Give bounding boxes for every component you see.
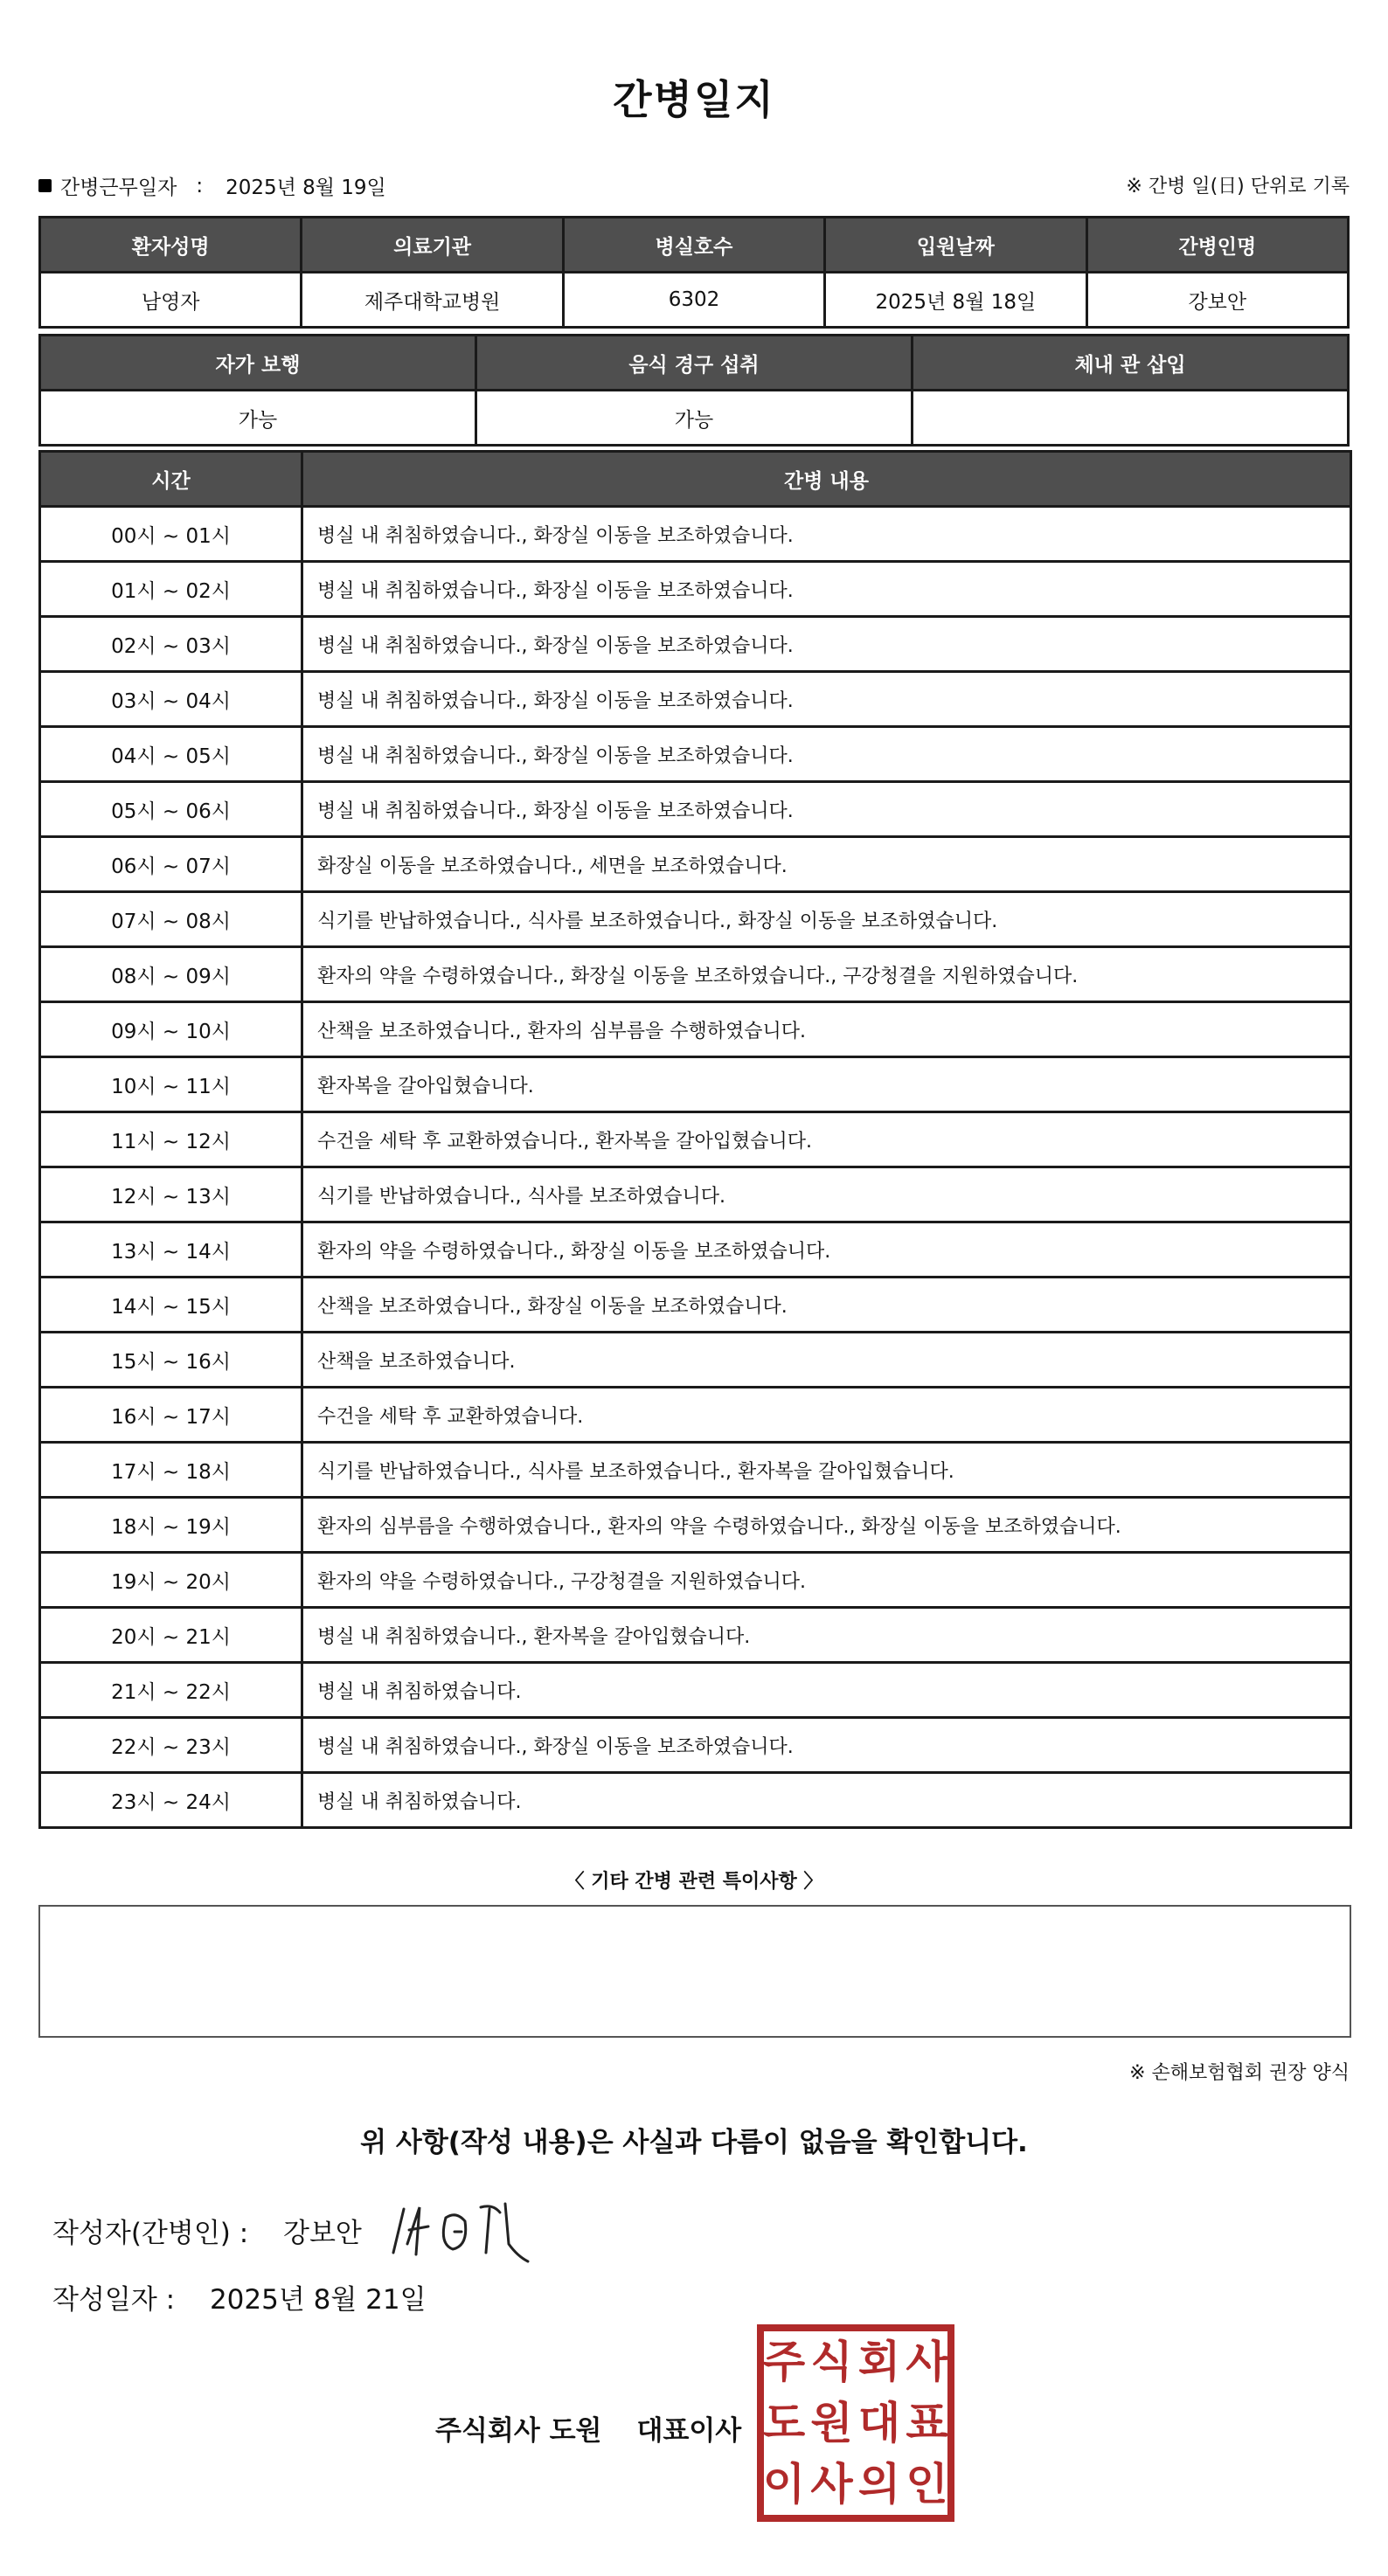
room-number: 6302 xyxy=(563,273,824,328)
status-table xyxy=(38,334,1350,447)
log-content: 식기를 반납하였습니다., 식사를 보조하였습니다., 화장실 이동을 보조하였습니다. xyxy=(302,892,1351,947)
seal-character: 회 xyxy=(857,2337,901,2387)
work-date-line xyxy=(38,171,386,200)
log-time: 03시 ~ 04시 xyxy=(40,672,302,727)
header-time: 시간 xyxy=(40,452,302,507)
seal-character: 도 xyxy=(762,2398,806,2448)
hospital-name: 제주대학교병원 xyxy=(302,273,563,328)
log-content: 식기를 반납하였습니다., 식사를 보조하였습니다. xyxy=(302,1167,1351,1222)
log-row xyxy=(40,727,1351,782)
log-content: 식기를 반납하였습니다., 식사를 보조하였습니다., 환자복을 갈아입혔습니다. xyxy=(302,1443,1351,1498)
log-time: 10시 ~ 11시 xyxy=(40,1057,302,1112)
log-row xyxy=(40,1222,1351,1278)
log-time: 20시 ~ 21시 xyxy=(40,1608,302,1663)
log-content: 산책을 보조하였습니다., 환자의 심부름을 수행하였습니다. xyxy=(302,1002,1351,1057)
log-content: 병실 내 취침하였습니다., 환자복을 갈아입혔습니다. xyxy=(302,1608,1351,1663)
log-content: 병실 내 취침하였습니다., 화장실 이동을 보조하였습니다. xyxy=(302,507,1351,562)
log-row xyxy=(40,1388,1351,1443)
header-hospital: 의료기관 xyxy=(302,218,563,273)
log-time: 01시 ~ 02시 xyxy=(40,562,302,617)
patient-info-table xyxy=(38,216,1350,329)
special-notes-box xyxy=(38,1905,1351,2038)
log-content: 산책을 보조하였습니다., 화장실 이동을 보조하였습니다. xyxy=(302,1278,1351,1333)
log-row xyxy=(40,1112,1351,1167)
log-time: 15시 ~ 16시 xyxy=(40,1333,302,1388)
log-content: 병실 내 취침하였습니다. xyxy=(302,1663,1351,1718)
seal-character: 의 xyxy=(857,2459,901,2510)
seal-character: 주 xyxy=(762,2337,806,2387)
log-row xyxy=(40,1718,1351,1773)
log-row xyxy=(40,1553,1351,1608)
log-content: 수건을 세탁 후 교환하였습니다., 환자복을 갈아입혔습니다. xyxy=(302,1112,1351,1167)
square-bullet-icon xyxy=(38,179,52,192)
seal-character: 사 xyxy=(810,2459,853,2510)
log-time: 11시 ~ 12시 xyxy=(40,1112,302,1167)
log-time: 18시 ~ 19시 xyxy=(40,1498,302,1553)
record-note: ※ 간병 일(日) 단위로 기록 xyxy=(1126,176,1350,197)
company-line xyxy=(435,2408,741,2448)
log-time: 22시 ~ 23시 xyxy=(40,1718,302,1773)
seal-character: 원 xyxy=(810,2398,853,2448)
seal-character: 식 xyxy=(810,2337,853,2387)
log-content: 병실 내 취침하였습니다., 화장실 이동을 보조하였습니다. xyxy=(302,782,1351,837)
form-note: ※ 손해보험협회 권장 양식 xyxy=(1129,2062,1350,2084)
log-row xyxy=(40,562,1351,617)
log-time: 08시 ~ 09시 xyxy=(40,947,302,1002)
log-time: 05시 ~ 06시 xyxy=(40,782,302,837)
log-row xyxy=(40,837,1351,892)
log-time: 00시 ~ 01시 xyxy=(40,507,302,562)
log-time: 14시 ~ 15시 xyxy=(40,1278,302,1333)
log-time: 04시 ~ 05시 xyxy=(40,727,302,782)
log-content: 병실 내 취침하였습니다., 화장실 이동을 보조하였습니다. xyxy=(302,672,1351,727)
log-content: 병실 내 취침하였습니다., 화장실 이동을 보조하였습니다. xyxy=(302,617,1351,672)
page-title: 간병일지 xyxy=(613,76,775,123)
log-time: 16시 ~ 17시 xyxy=(40,1388,302,1443)
confirmation-statement: 위 사항(작성 내용)은 사실과 다름이 없음을 확인합니다. xyxy=(360,2127,1028,2158)
header-admission-date: 입원날짜 xyxy=(825,218,1086,273)
written-date-value: 2025년 8월 21일 xyxy=(209,2284,427,2316)
seal-character: 인 xyxy=(906,2459,948,2510)
seal-character: 이 xyxy=(762,2459,806,2510)
writer-name: 강보안 xyxy=(283,2218,362,2249)
caregiver-name: 강보안 xyxy=(1086,273,1348,328)
company-title: 대표이사 xyxy=(636,2415,742,2447)
header-room: 병실호수 xyxy=(563,218,824,273)
writer-label: 작성자(간병인) : xyxy=(52,2218,249,2249)
log-content: 환자의 약을 수령하였습니다., 구강청결을 지원하였습니다. xyxy=(302,1553,1351,1608)
log-row xyxy=(40,1057,1351,1112)
work-date-separator: : xyxy=(196,174,204,197)
log-content: 병실 내 취침하였습니다., 화장실 이동을 보조하였습니다. xyxy=(302,562,1351,617)
log-row xyxy=(40,672,1351,727)
log-time: 02시 ~ 03시 xyxy=(40,617,302,672)
log-row xyxy=(40,1608,1351,1663)
log-time: 09시 ~ 10시 xyxy=(40,1002,302,1057)
seal-character: 표 xyxy=(906,2398,948,2448)
company-seal-stamp xyxy=(757,2324,954,2522)
log-row xyxy=(40,1167,1351,1222)
log-row xyxy=(40,782,1351,837)
log-row xyxy=(40,1002,1351,1057)
log-content: 환자의 약을 수령하였습니다., 화장실 이동을 보조하였습니다., 구강청결을 지원하였습니다. xyxy=(302,947,1351,1002)
log-row xyxy=(40,947,1351,1002)
log-content: 화장실 이동을 보조하였습니다., 세면을 보조하였습니다. xyxy=(302,837,1351,892)
log-row xyxy=(40,1333,1351,1388)
work-date-value: 2025년 8월 19일 xyxy=(226,177,386,199)
admission-date: 2025년 8월 18일 xyxy=(825,273,1086,328)
log-row xyxy=(40,1773,1351,1828)
tube-insertion-value xyxy=(913,391,1349,446)
log-content: 환자복을 갈아입혔습니다. xyxy=(302,1057,1351,1112)
log-time: 23시 ~ 24시 xyxy=(40,1773,302,1828)
log-content: 병실 내 취침하였습니다., 화장실 이동을 보조하였습니다. xyxy=(302,727,1351,782)
header-caregiver: 간병인명 xyxy=(1086,218,1348,273)
header-patient-name: 환자성명 xyxy=(40,218,302,273)
oral-intake-value: 가능 xyxy=(476,391,913,446)
log-row xyxy=(40,1443,1351,1498)
seal-character: 사 xyxy=(906,2337,948,2387)
log-content: 병실 내 취침하였습니다., 화장실 이동을 보조하였습니다. xyxy=(302,1718,1351,1773)
special-notes-title: 〈 기타 간병 관련 특이사항 〉 xyxy=(565,1871,823,1893)
header-self-walking: 자가 보행 xyxy=(40,336,476,391)
company-name: 주식회사 도원 xyxy=(435,2415,602,2447)
log-row xyxy=(40,617,1351,672)
writer-line xyxy=(52,2211,362,2250)
log-content: 병실 내 취침하였습니다. xyxy=(302,1773,1351,1828)
handwritten-signature xyxy=(378,2192,544,2270)
log-time: 06시 ~ 07시 xyxy=(40,837,302,892)
patient-name: 남영자 xyxy=(40,273,302,328)
header-tube-insertion: 체내 관 삽입 xyxy=(913,336,1349,391)
written-date-line xyxy=(52,2277,427,2316)
log-row xyxy=(40,1498,1351,1553)
log-content: 환자의 심부름을 수행하였습니다., 환자의 약을 수령하였습니다., 화장실 이동을 보조하였습니다. xyxy=(302,1498,1351,1553)
seal-character: 대 xyxy=(857,2398,901,2448)
log-content: 수건을 세탁 후 교환하였습니다. xyxy=(302,1388,1351,1443)
log-row xyxy=(40,1663,1351,1718)
work-date-label: 간병근무일자 xyxy=(60,177,177,199)
header-oral-intake: 음식 경구 섭취 xyxy=(476,336,913,391)
log-time: 13시 ~ 14시 xyxy=(40,1222,302,1278)
log-content: 환자의 약을 수령하였습니다., 화장실 이동을 보조하였습니다. xyxy=(302,1222,1351,1278)
header-care-content: 간병 내용 xyxy=(302,452,1351,507)
log-time: 19시 ~ 20시 xyxy=(40,1553,302,1608)
log-time: 07시 ~ 08시 xyxy=(40,892,302,947)
self-walking-value: 가능 xyxy=(40,391,476,446)
log-time: 12시 ~ 13시 xyxy=(40,1167,302,1222)
log-row xyxy=(40,1278,1351,1333)
written-date-label: 작성일자 : xyxy=(52,2284,176,2316)
log-content: 산책을 보조하였습니다. xyxy=(302,1333,1351,1388)
care-log-table xyxy=(38,450,1352,1829)
log-time: 17시 ~ 18시 xyxy=(40,1443,302,1498)
log-time: 21시 ~ 22시 xyxy=(40,1663,302,1718)
log-row xyxy=(40,507,1351,562)
log-row xyxy=(40,892,1351,947)
